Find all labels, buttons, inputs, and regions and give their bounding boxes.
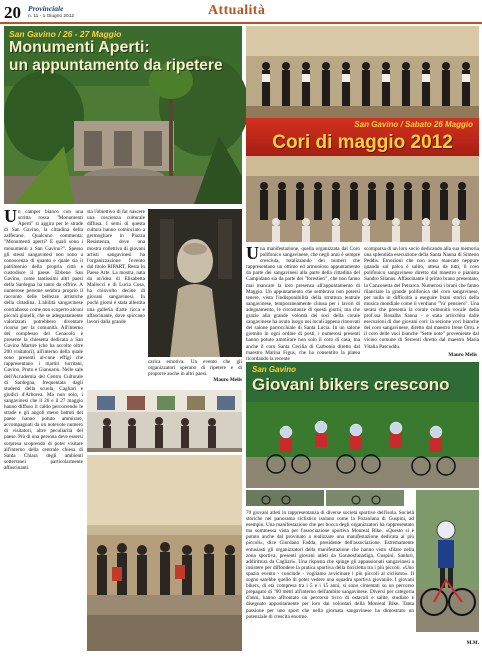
choir-bottom-image	[246, 156, 479, 242]
newspaper-logo: Provinciale	[28, 4, 64, 13]
article1-col3	[87, 209, 145, 379]
section-title: Attualità	[208, 3, 266, 18]
page-number: 20	[4, 3, 21, 22]
kid-biker-photo	[416, 490, 479, 632]
article2-col2	[364, 246, 479, 350]
kid-biker-image	[416, 490, 479, 632]
article1-col4-text: carica emotiva. Un evento che gli organizzatori sperano di ripetere e di proporre anche in altri paesi.	[148, 359, 242, 378]
choir-top-image	[246, 26, 479, 118]
article1-col3-text: sta l'obiettivo di far nascere una coscienza culturale diffusa. I semi di questa cultura hanno cominciato a germogliare in Piazza Resistenza, dove una mostra collettiva di giovani artisti sangavinesi ha l'organizzazione l'evento dal titolo RIPART, Resta In Paese Arte. La mostra, nata da un'idea di Elisabetta Mallocci e di Lucia Cosa, ha coinvolto decine di giovani sangavinesi. In pochi giorni è stata allestita una galleria d'arte ricca e affascinante, dove spiccano lavori dalla grande	[87, 209, 145, 325]
bikers-thumb-1	[246, 490, 324, 506]
article1-banner	[4, 26, 242, 204]
article1-col1-text: n camper bianco con una scritta rossa "Monumenti Aperti" si aggira per le strade di San Gavino, la cittadina della zafferano. Qualcuno commenta: "Monumenti aperti? E quali sono i monumenti a San Gavino?". Spesso gli stessi sangavinesi non sono a conoscenza di quanto e quale sia il patrimonio della propria città e custodisce il paese. Ebbene San Gavino, come tantissimi altri paesi della Sardegna ha tanto da offrire. A numerose persone sembra proprio il racconto delle bellezze artistiche della cittadina. L'abilità sangavinese contrabasso come non scoperto alcuni piccoli gioielli, che se adeguatamente valorizzati potrebbero diventare ricorso per la comunità. All'interno del complesso del Cenacolo è presente la chiesetta dedicata a San Gavino Martire (che ha accolto oltre 200 visitatori), all'interno della quale sono presenti al-cune effigi che rappresentano i martiri turritani, Gavino, Proto e Gianuario. Nelle sale dell'Accademia del Centro Culturale di Sardegna, frequentata dagli studenti della scuola, Cagliari e giudici d'Arborea. Ma non solo, i sangavinesi che il 26 e il 27 maggio hanno diffuso il caldo percorrendo le strade e gli angoli meno battuti del paese hanno potuto ammirare, accompagnati da un notevole numero di visitatori, altre peculiarità del paese. Più di una persona deve essersi sorpresa scoprendo di poter visitare all'interno della centrale chiesa di Santa Chiara degli ambienti sotterranei particolarmente affascinanti.	[4, 209, 83, 471]
choir-photo-bottom	[246, 156, 479, 242]
article3-signature: M.M.	[466, 640, 479, 646]
choir-photo-top	[246, 26, 479, 118]
article2-col2-text: scomparsa di un loro socio dedicando alla sua memoria una splendida esecuzione della Santa Nanna di Simeon Peddis. Emozioni che non sono mancate neppure quando sul palco è salito, attesa da tutti, il coro polifonico sangavinese diretto dal maestro e pianista Sandro Silanus. Affascinante il primo brano presentato, la Canzonetta del Petrarca. Numerosi i brani che fanno rilanciare la grande polifonica del coro sangavinese, per nulla in difficoltà a eseguire brani storici della musica mondiale come il verdiano "Va' pensiero". Una serata che presenta la corale comunità vocale della prof.ssa Rosalba Sanna - e stata arricchita dalle esecuzioni di due giovani cori: la sezione voci bianche del coro sangavinese, diretto dal maestro Irene Orru. e il coro delle voci bianche "Sette note" proveniente dal vicino comune di Serrenti diretto dal maestro Maria Vitalia Pascuddu.	[364, 246, 479, 350]
bikers-thumb-2	[326, 490, 404, 506]
article2-signature: Mauro Melis	[448, 352, 477, 358]
gallery-image	[87, 390, 242, 452]
article2-col1-text: na manifestazione, quella organizzata dal Coro polifonico sangavinese, che negli anni è sempre cresciuta, totalizzando dei numeri che rappresentano un ottimo ed armonioso appuntamento da parte dei sangavinesi alla parte della cittadina del Campidano sia da parte dei "forestieri", che non fanno mai mancare la loro presenza all'appuntamento di Maggio. Un appuntamento che sembrava non potersi tenere, vista l'indisponibilità della struttura teatrale sangavinese, temporaneamente chiusa per i lavori di adeguamento, le circostanze di questi giorni, ma che grazie alla grande volontà dei soci della corale sangavinese ha avuto luogo nei locali appena rinnovati del salone parrocchiale di Santa Lucia. In un salone gremito in ogni ordine di posti, i numerosi presenti hanno potuto ammirare non solo il coro di casa, ma anche il coro Santa Cecilia di Carbonia diretto dal maestro Marina Figus, che ha consentito la platea ricordando la recente	[246, 246, 360, 362]
statue-image	[148, 209, 242, 357]
group-photo	[87, 455, 242, 651]
article3-banner	[246, 362, 479, 488]
dropcap-u-2: U	[246, 243, 259, 263]
article3-title: Giovani bikers crescono	[252, 375, 450, 394]
group-image	[87, 455, 242, 651]
article1-col1	[4, 206, 83, 649]
gallery-photo	[87, 390, 242, 452]
article3-kicker: San Gavino	[252, 365, 297, 374]
article3-col1-text: 70 giovani atleti in rappresentanza di diverse società sportive dell'isola. Società storiche nel panorama ciclistico isolano come la Pozzolana di Guspini, ad esempio. Una manifestazione che per bocca degli organizzatori ha rappresentato ma sommessa vista per l'associazione sportiva Monreal Bike. «Questo si è potuto anche dal provinato a realizzare una manifestazione dedicata ai più piccoli», dice Giordano Fadda, presidente dell'associazione. Estremamente entusiasti gli organizzatori della manifestazione che hanno visto sfilare nella zona sportiva, presenti giovani atleti da Gonnosfanadiga, Guspini, Sanluri, addirittura da Cagliari». Una risposta che spinge gli appassionati sangavinesi a insistere per diffondere la pratica sportiva della bicicletta tra i più piccoli. «Uno spazio evento - conclude - vogliamo avvicinare i più piccoli al ciclismo». Il sogno sarebbe quello di poter vedere una squadra sportiva giovanile. I giovani bikers, di età compresa tra i 5 e i 15 anni, si sono cimentati su un percorso prepagato di "00 metri all'interno dell'ambito sangavinese. Diversi per categoria d'anni, hanno affrontato un percorso ricco di ostacoli e salite, studiato e disegnato appositamente per loro dai volontari della Monreal Bike. Tanta passione per uno sport che nella giornata sangavinese ha dimostrato un potenziale di crescita enorme.	[246, 510, 414, 620]
article2-title: Cori di maggio 2012	[272, 132, 453, 153]
dropcap-u: U	[4, 206, 17, 226]
bikers-photo-2	[246, 490, 324, 506]
article2-banner	[246, 118, 479, 156]
article2-kicker: San Gavino / Sabato 26 Maggio	[354, 120, 473, 129]
bikers-photo-3	[326, 490, 404, 506]
header-rule	[0, 22, 482, 24]
statue-photo	[148, 209, 242, 357]
article1-title-line1: Monumenti Aperti:	[9, 39, 150, 56]
issue-date: n. 11 - 1 Giugno 2012	[28, 14, 75, 19]
article1-title-line2: un appuntamento da ripetere	[9, 57, 223, 74]
article1-col4	[148, 359, 242, 379]
article1-signature: Mauro Melis	[213, 377, 242, 383]
article1-kicker: San Gavino / 26 - 27 Maggio	[9, 29, 122, 39]
article3-col1	[246, 510, 414, 648]
article2-col1	[246, 243, 360, 362]
